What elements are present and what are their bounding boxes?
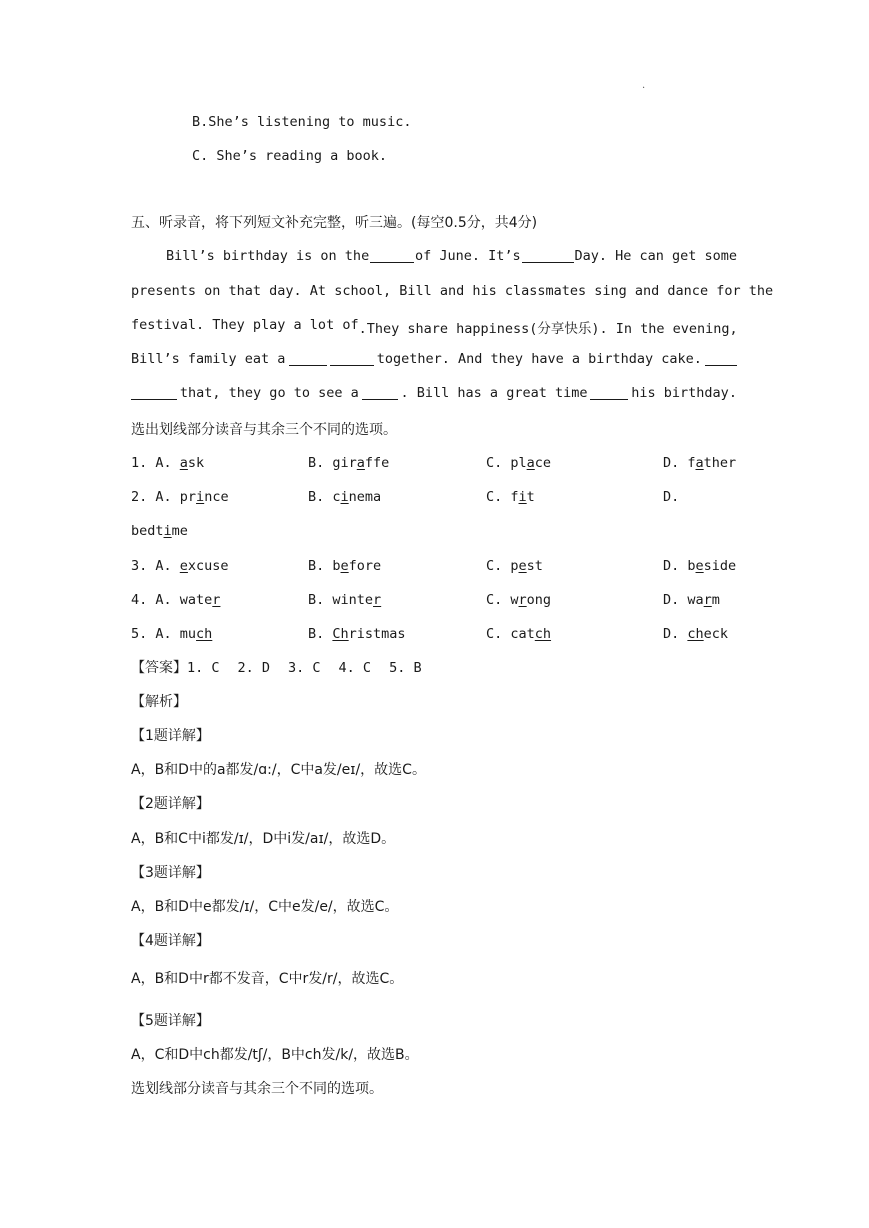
blank-4 <box>289 351 327 366</box>
section5-title: 五、听录音，将下列短文补充完整，听三遍。(每空0.5分，共4分) <box>131 215 538 231</box>
q4-b: B. winter <box>308 592 382 608</box>
q3-a: 3. A. excuse <box>131 558 229 574</box>
detail-5-text: A，C和D中ch都发/tʃ/，B中ch发/k/，故选B。 <box>131 1047 419 1063</box>
q1-a: 1. A. ask <box>131 455 205 471</box>
q1-b: B. giraffe <box>308 455 390 471</box>
detail-3-text: A，B和D中e都发/ɪ/，C中e发/e/，故选C。 <box>131 899 399 915</box>
blank-6b <box>131 385 177 400</box>
answer-3: 3. C <box>288 660 321 676</box>
q4-d: D. warm <box>663 592 720 608</box>
detail-1-heading: 【1题详解】 <box>131 728 210 744</box>
q5-b: B. Christmas <box>308 626 406 642</box>
passage-line-3 <box>131 317 737 337</box>
detail-1-text: A，B和D中的a都发/ɑ:/，C中a发/eɪ/，故选C。 <box>131 762 426 778</box>
detail-2-heading: 【2题详解】 <box>131 796 210 812</box>
answer-5: 5. B <box>389 660 422 676</box>
passage-line-1 <box>166 248 737 268</box>
q5-c: C. catch <box>486 626 552 642</box>
q1-c: C. place <box>486 455 552 471</box>
answer-4: 4. C <box>338 660 372 676</box>
q2-c: C. fit <box>486 489 535 505</box>
passage-text: Day. He can get some <box>574 248 737 264</box>
header-dot: . <box>642 80 646 91</box>
passage-text: that, they go to see a <box>179 385 359 401</box>
passage-text: of June. It’s <box>414 248 521 264</box>
option-b: B.She’s listening to music. <box>192 114 412 130</box>
q3-c: C. pest <box>486 558 543 574</box>
passage-text: festival. They play a lot of <box>131 317 359 333</box>
q5-a: 5. A. much <box>131 626 213 642</box>
passage-text: presents on that day. At school, Bill and his classmates sing and dance for the <box>131 283 774 299</box>
passage-line-2 <box>131 283 774 303</box>
passage-text: together. And they have a birthday cake. <box>376 351 702 367</box>
phonics-title: 选出划线部分读音与其余三个不同的选项。 <box>131 422 397 438</box>
detail-3-heading: 【3题详解】 <box>131 865 210 881</box>
passage-text: Bill’s family eat a <box>131 351 286 367</box>
passage-line-4 <box>131 351 737 371</box>
q2-d-wrap: bedtime <box>131 523 188 539</box>
passage-text: .They share happiness(分享快乐). In the evening, <box>358 321 738 337</box>
q3-b: B. before <box>308 558 382 574</box>
q2-b: B. cinema <box>308 489 382 505</box>
passage-text: his birthday. <box>631 385 737 401</box>
blank-7 <box>362 385 398 400</box>
option-c: C. She’s reading a book. <box>192 148 388 164</box>
answer-2: 2. D <box>237 660 271 676</box>
blank-1 <box>370 248 414 263</box>
passage-line-5 <box>131 385 737 405</box>
blank-8 <box>590 385 628 400</box>
blank-6 <box>705 351 737 366</box>
detail-4-text: A，B和D中r都不发音，C中r发/r/，故选C。 <box>131 971 404 987</box>
q2-a: 2. A. prince <box>131 489 229 505</box>
answer-1: 1. C <box>187 660 220 676</box>
q2-d: D. <box>663 489 680 505</box>
passage-text: Bill’s birthday is on the <box>166 248 370 264</box>
q4-a: 4. A. water <box>131 592 221 608</box>
passage-text: . Bill has a great time <box>400 385 588 401</box>
blank-2 <box>522 248 574 263</box>
detail-2-text: A，B和C中i都发/ɪ/，D中i发/aɪ/，故选D。 <box>131 831 396 847</box>
q5-d: D. check <box>663 626 729 642</box>
q4-c: C. wrong <box>486 592 552 608</box>
footer-text: 选划线部分读音与其余三个不同的选项。 <box>131 1081 383 1097</box>
analysis-label: 【解析】 <box>131 694 187 710</box>
detail-5-heading: 【5题详解】 <box>131 1013 210 1029</box>
detail-4-heading: 【4题详解】 <box>131 933 210 949</box>
q3-d: D. beside <box>663 558 737 574</box>
answer-label: 【答案】 <box>131 660 187 676</box>
q1-d: D. father <box>663 455 737 471</box>
blank-5 <box>330 351 374 366</box>
answer-line <box>131 658 440 678</box>
